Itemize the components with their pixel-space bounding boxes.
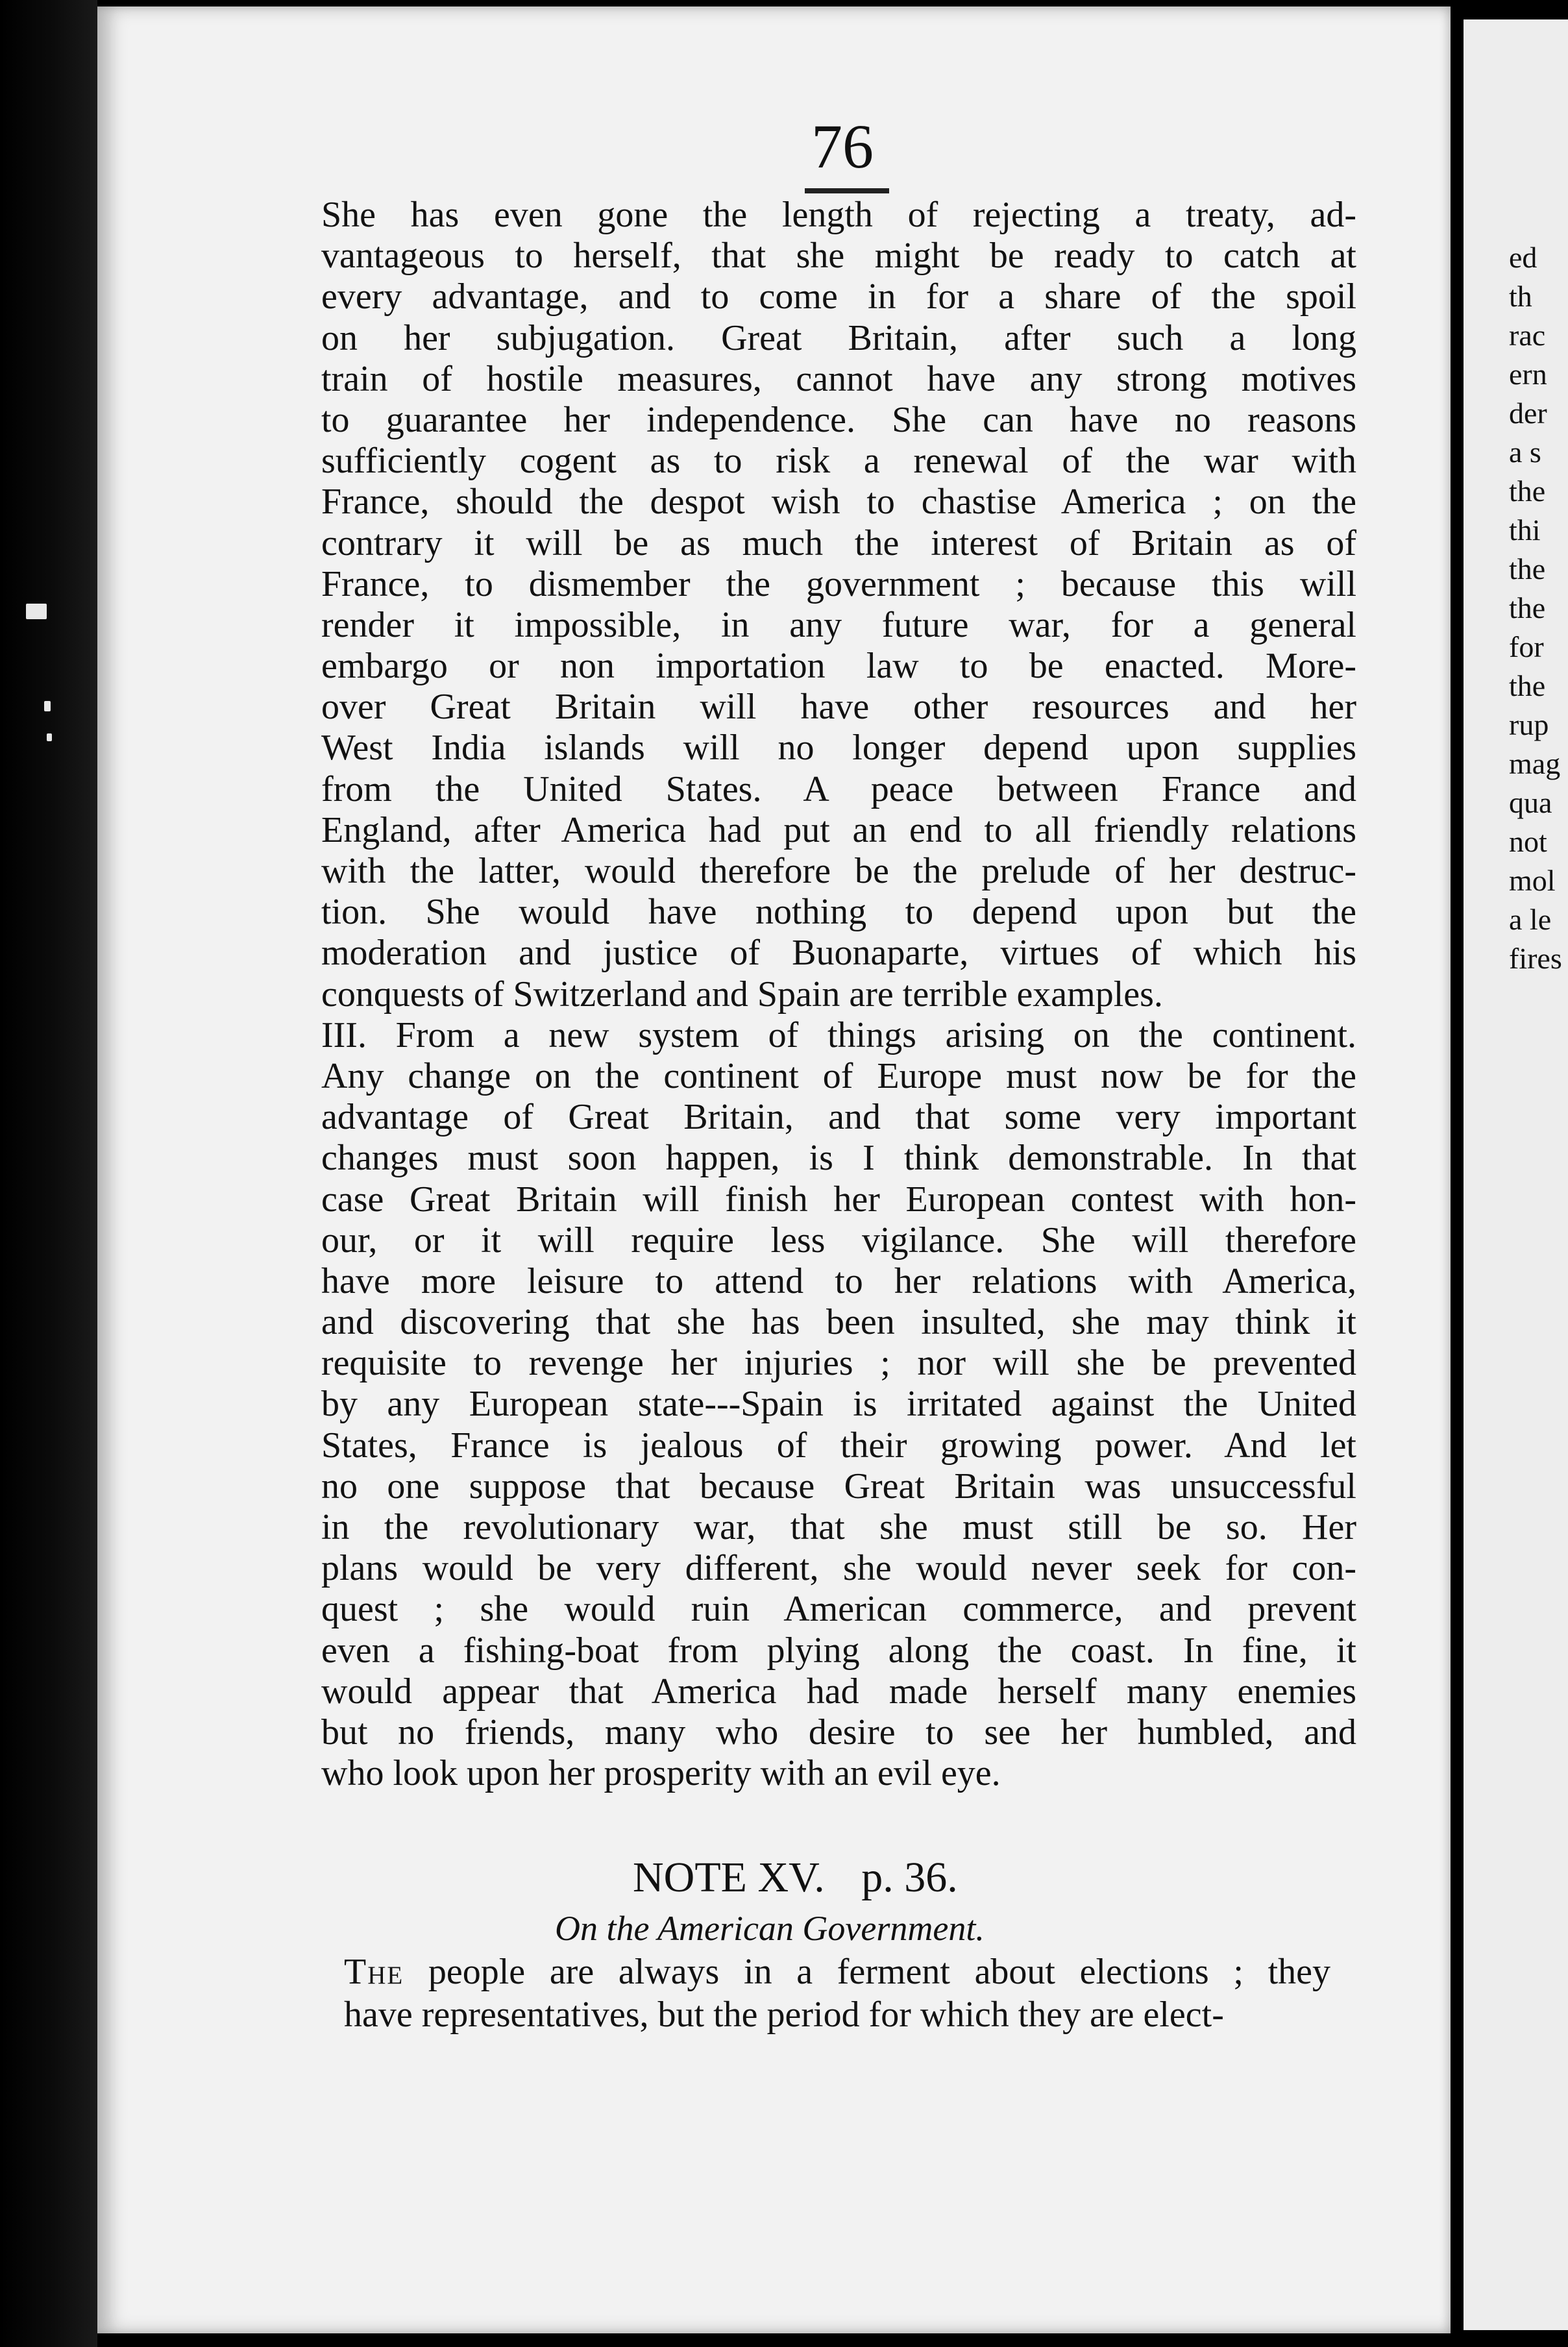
body-line: would appear that America had made herself many enemies: [321, 1671, 1356, 1712]
scan-speck: [26, 604, 47, 619]
note-title: NOTE XV.: [633, 1854, 825, 1901]
body-line: advantage of Great Britain, and that some very important: [321, 1097, 1356, 1138]
body-line: our, or it will require less vigilance. She will therefore: [321, 1220, 1356, 1260]
body-line: England, after America had put an end to all friendly relations: [321, 809, 1356, 850]
body-line: every advantage, and to come in for a share of the spoil: [321, 276, 1356, 317]
facing-page-fragment: thi: [1509, 513, 1541, 547]
body-line: sufficiently cogent as to risk a renewal of the war with: [321, 441, 1356, 482]
facing-page-fragment: th: [1509, 280, 1532, 313]
facing-page-fragment: qua: [1509, 786, 1552, 819]
scan-speck: [47, 733, 52, 741]
page-number: 76: [811, 112, 874, 181]
body-line: She has even gone the length of rejecting a treaty, ad-: [321, 195, 1356, 235]
facing-page-fragment: der: [1509, 397, 1547, 430]
facing-page-fragment: mag: [1509, 747, 1561, 780]
body-line: with the latter, would therefore be the prelude of her destruc-: [321, 851, 1356, 891]
body-line: plans would be very different, she would never seek for con-: [321, 1548, 1356, 1589]
body-line: but no friends, many who desire to see her humbled, and: [321, 1712, 1356, 1752]
body-line: requisite to revenge her injuries ; nor will she be prevented: [321, 1343, 1356, 1384]
body-line: from the United States. A peace between France and: [321, 768, 1356, 809]
facing-page-fragment: the: [1509, 591, 1546, 624]
body-line: render it impossible, in any future war, for a general: [321, 604, 1356, 645]
facing-page-fragment: rup: [1509, 708, 1549, 741]
note-page-reference: p. 36.: [861, 1854, 958, 1901]
note-subtitle: On the American Government.: [555, 1909, 985, 1948]
facing-page-fragment: for: [1509, 630, 1544, 663]
body-line: tion. She would have nothing to depend upon but the: [321, 892, 1356, 933]
note-line-text: people are always in a ferment about elections ; they: [404, 1952, 1330, 1992]
page-gutter: [1451, 0, 1464, 2347]
note-line: have representatives, but the period for which they are elect-: [344, 1995, 1224, 2035]
facing-page-fragment: not: [1509, 825, 1547, 858]
body-line: conquests of Switzerland and Spain are terrible examples.: [321, 974, 1163, 1014]
body-line: to guarantee her independence. She can have no reasons: [321, 399, 1356, 440]
body-line: France, should the despot wish to chastise America ; on the: [321, 482, 1356, 522]
facing-page-fragment: ern: [1509, 358, 1547, 391]
facing-page-fragment: the: [1509, 669, 1546, 702]
body-line: have more leisure to attend to her relations with America,: [321, 1260, 1356, 1301]
page-number-rule: [805, 188, 889, 193]
body-line: III. From a new system of things arising on the continent.: [321, 1014, 1356, 1055]
body-line: even a fishing-boat from plying along the coast. In fine, it: [321, 1630, 1356, 1671]
body-line: vantageous to herself, that she might be ready to catch at: [321, 236, 1356, 276]
body-line: States, France is jealous of their growing power. And let: [321, 1425, 1356, 1466]
facing-page-fragment: the: [1509, 552, 1546, 585]
facing-page-fragment: fires: [1509, 942, 1562, 975]
facing-page-edge: [1464, 19, 1568, 2330]
body-line: case Great Britain will finish her European contest with hon-: [321, 1179, 1356, 1220]
left-binding-edge: [0, 0, 97, 2347]
body-line: moderation and justice of Buonaparte, virtues of which his: [321, 933, 1356, 974]
body-line: over Great Britain will have other resources and her: [321, 687, 1356, 728]
body-line: by any European state---Spain is irritated against the United: [321, 1384, 1356, 1425]
scan-speck: [44, 701, 51, 711]
body-line: no one suppose that because Great Britain was unsuccessful: [321, 1466, 1356, 1506]
facing-page-fragment: the: [1509, 474, 1546, 508]
body-line: changes must soon happen, is I think demonstrable. In that: [321, 1138, 1356, 1179]
body-line: Any change on the continent of Europe must now be for the: [321, 1055, 1356, 1096]
body-line: quest ; she would ruin American commerce, and prevent: [321, 1589, 1356, 1630]
body-line: embargo or non importation law to be enacted. More-: [321, 646, 1356, 687]
body-line: who look upon her prosperity with an evil eye.: [321, 1753, 1001, 1794]
body-line: train of hostile measures, cannot have any strong motives: [321, 358, 1356, 399]
body-line: in the revolutionary war, that she must still be so. Her: [321, 1507, 1356, 1547]
facing-page-fragment: rac: [1509, 319, 1546, 352]
body-line: and discovering that she has been insulted, she may think it: [321, 1302, 1356, 1343]
note-first-word: The: [344, 1952, 404, 1992]
facing-page-fragment: a le: [1509, 903, 1552, 936]
body-line: West India islands will no longer depend upon supplies: [321, 728, 1356, 768]
note-body: [344, 1950, 1330, 2036]
facing-page-fragment: ed: [1509, 241, 1537, 274]
facing-page-fragment: a s: [1509, 436, 1541, 469]
body-text: [321, 195, 1356, 1794]
note-line: [344, 1950, 1330, 1993]
facing-page-fragment: mol: [1509, 864, 1556, 897]
body-line: France, to dismember the government ; because this will: [321, 563, 1356, 604]
body-line: on her subjugation. Great Britain, after such a long: [321, 317, 1356, 358]
body-line: contrary it will be as much the interest of Britain as of: [321, 522, 1356, 563]
note-heading: [633, 1853, 958, 1902]
